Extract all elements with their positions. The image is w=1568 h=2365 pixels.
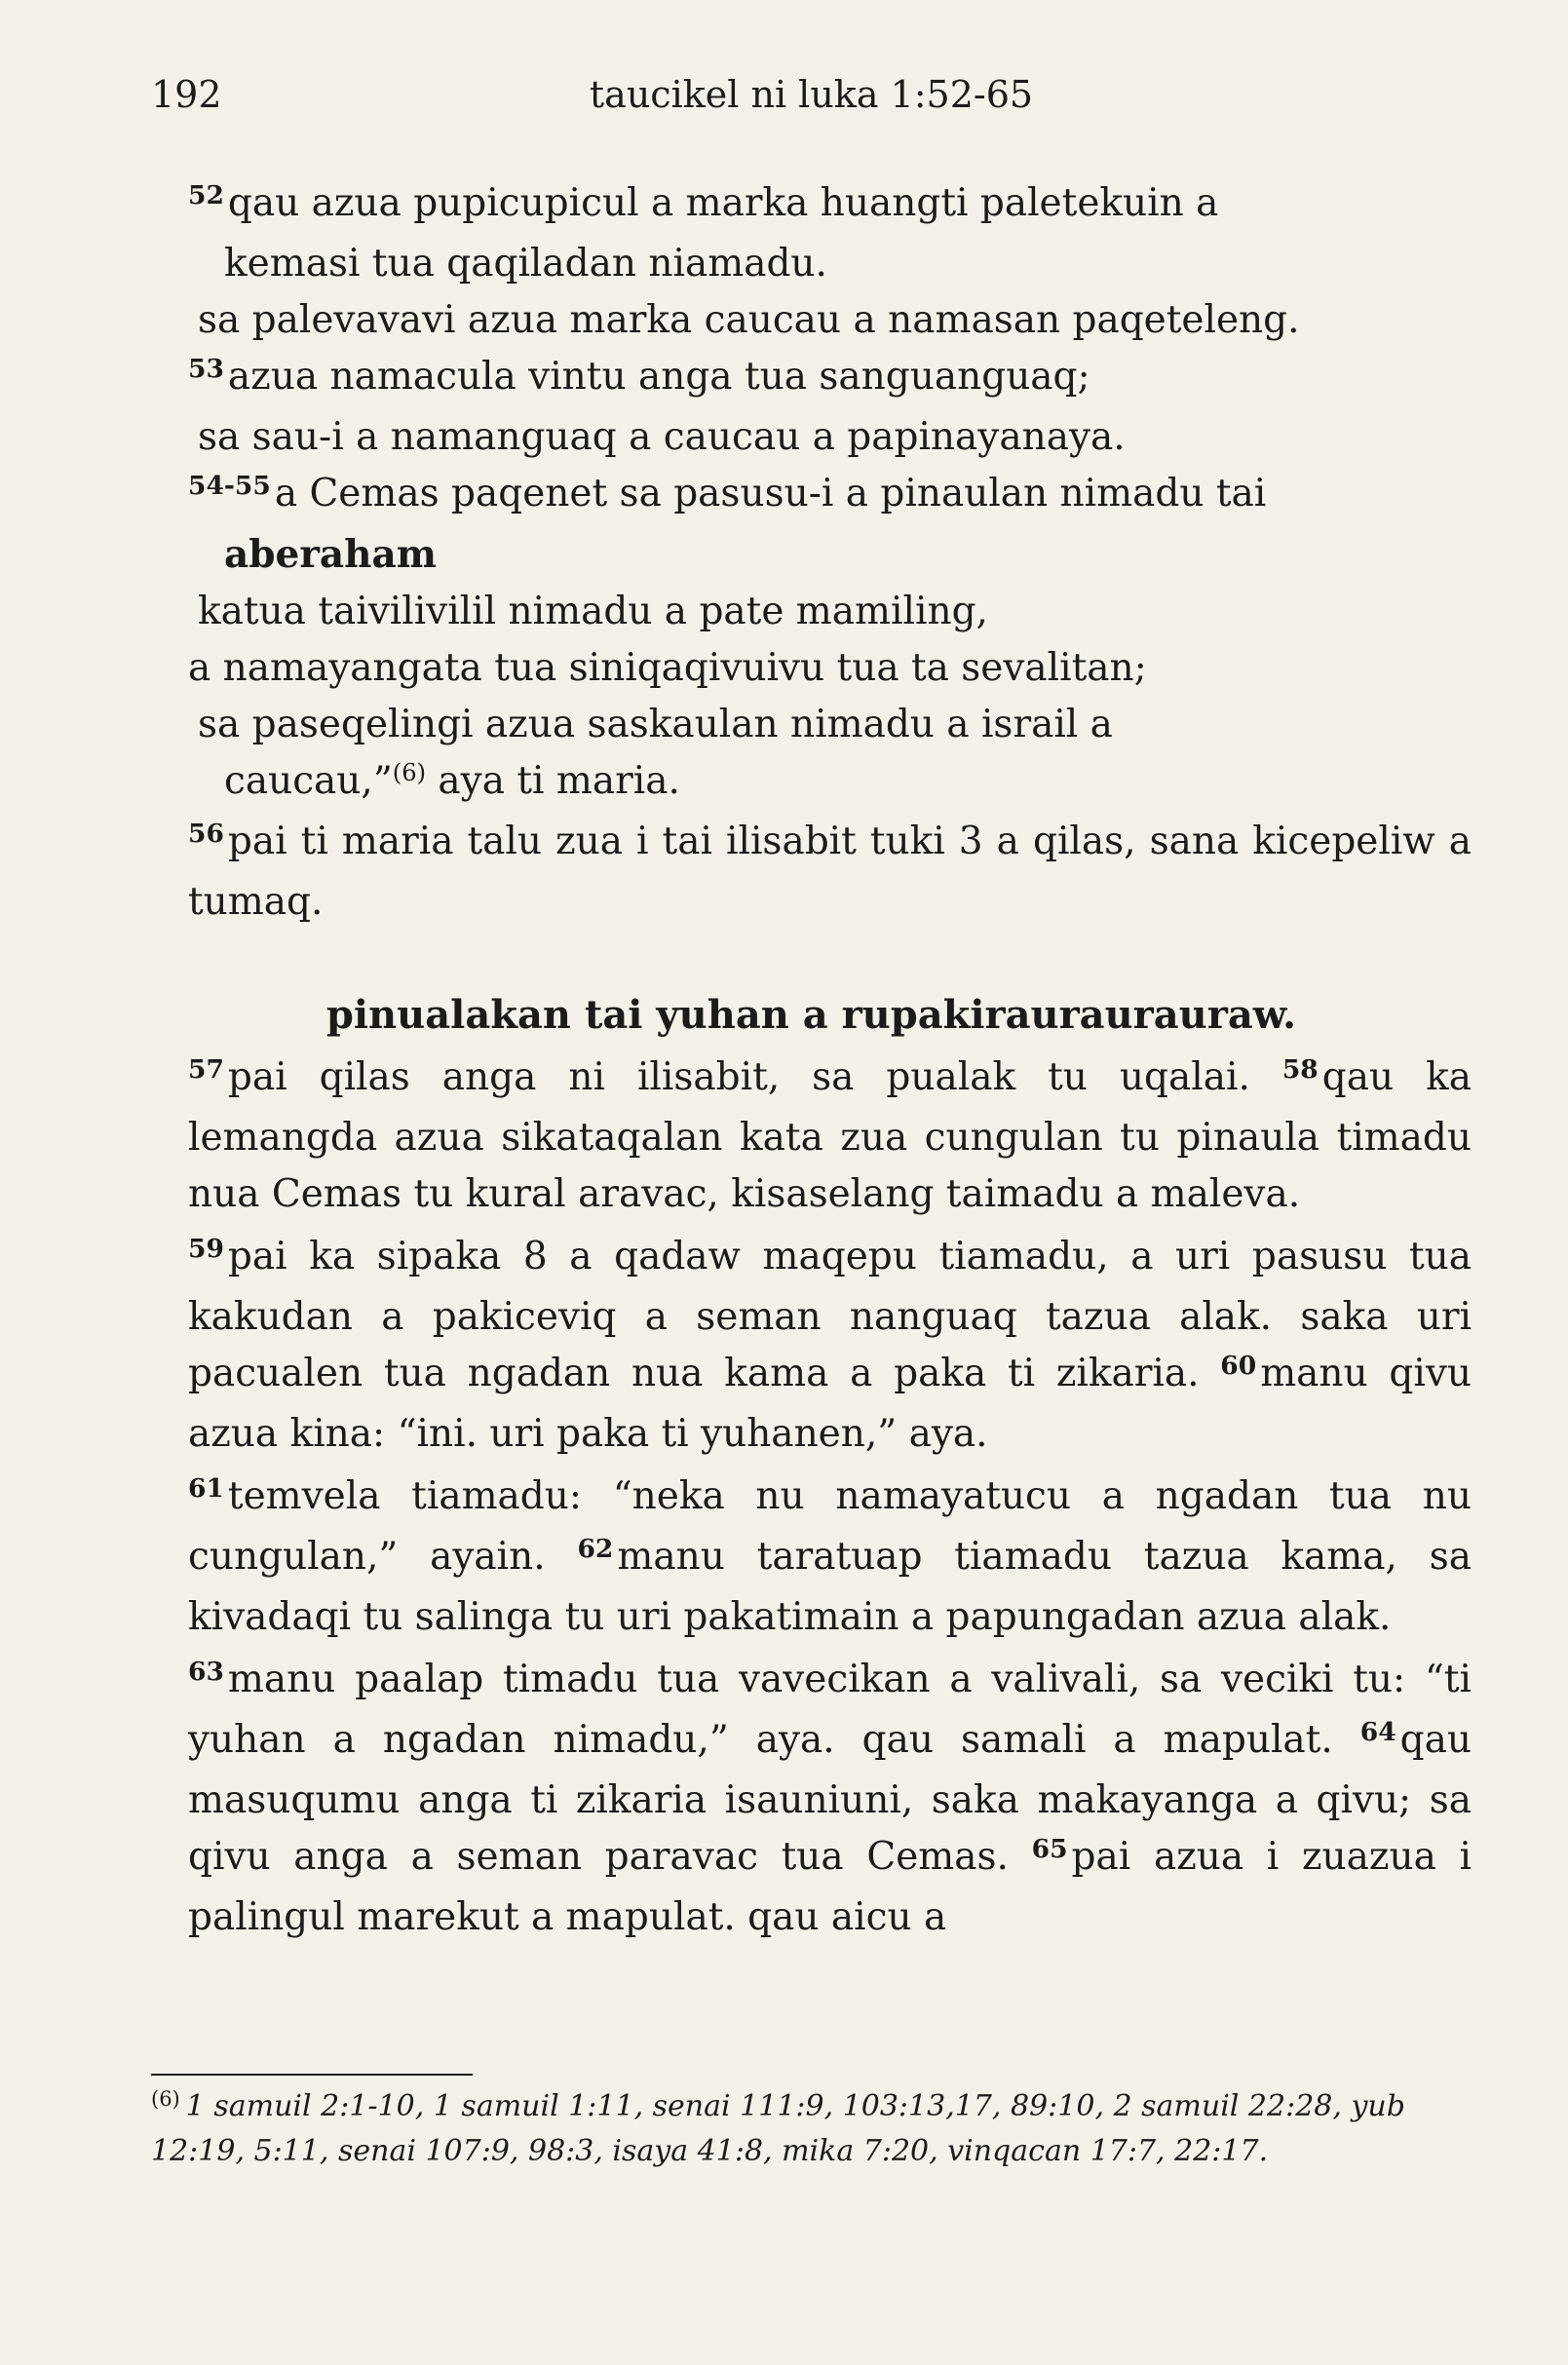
paragraph-text: manu qivu azua kina: “ini. uri paka ti yuhanen,” aya. [188, 1352, 1472, 1456]
paragraph-text: temvela tiamadu: “neka nu namayatucu a ngadan tua nu cungulan,” ayain. [188, 1474, 1472, 1579]
paragraph [151, 1652, 1472, 1946]
verse-number: 52 [188, 180, 224, 211]
poetry-line [151, 697, 1472, 753]
verse-number: 58 [1281, 1054, 1319, 1086]
poetry-line [151, 753, 1472, 814]
verse-number: 57 [188, 1054, 224, 1086]
paragraph-text: pai qilas anga ni ilisabit, sa pualak tu uqalai. [227, 1055, 1282, 1099]
verse-number: 54-55 [188, 471, 271, 502]
verse-number: 62 [577, 1534, 614, 1565]
poetry-line [151, 466, 1472, 526]
verse-number: 65 [1031, 1834, 1068, 1865]
paragraph-text: manu paalap timadu tua vavecikan a valivali, sa veciki tu: “ti yuhan a ngadan nimadu,” aya. qau samali a mapulat. [188, 1658, 1472, 1762]
line-text: a Cemas paqenet sa pasusu-i a pinaulan nimadu tai [274, 472, 1267, 515]
poetry-line [151, 175, 1472, 236]
page-body [151, 175, 1472, 1946]
verse-number: 56 [188, 819, 224, 850]
running-title: taucikel ni luka 1:52-65 [589, 73, 1034, 116]
poetry-line [151, 236, 1472, 292]
line-text: sa paseqelingi azua saskaulan nimadu a israil a [198, 703, 1113, 746]
verse-number: 60 [1220, 1351, 1257, 1382]
line-text: caucau,” [224, 759, 393, 803]
page-number: 192 [151, 73, 222, 116]
paragraph-text: qau masuqumu anga ti zikaria isauniuni, saka makayanga a qivu; sa qivu anga a seman paravac tua Cemas. [188, 1718, 1472, 1879]
verse-number: 53 [188, 354, 224, 385]
section-heading: pinualakan tai yuhan a rupakirauraurauraw. [325, 992, 1297, 1038]
poetry-line [151, 526, 1472, 584]
page-header [151, 73, 1472, 122]
paragraph [151, 1229, 1472, 1463]
line-text: sa sau-i a namanguaq a caucau a papinayanaya. [198, 415, 1126, 459]
poetry-block [151, 175, 1472, 814]
paragraph [151, 814, 1472, 931]
verse-number: 59 [188, 1234, 224, 1265]
verse-number: 64 [1359, 1717, 1396, 1748]
line-text: qau azua pupicupicul a marka huangti paletekuin a [227, 181, 1219, 225]
paragraph-text: pai ti maria talu zua i tai ilisabit tuki 3 a qilas, sana kicepeliw a tumaq. [188, 820, 1472, 924]
footnote-divider [151, 2074, 473, 2076]
paragraph-text: pai ka sipaka 8 a qadaw maqepu tiamadu, a uri pasusu tua kakudan a pakiceviq a seman nanguaq tazua alak. saka uri pacualen tua ngadan nua kama a paka ti zikaria. [188, 1235, 1472, 1395]
verse-number: 61 [188, 1473, 224, 1505]
poetry-line [151, 292, 1472, 349]
footnote-marker: (6) [151, 2086, 180, 2111]
paragraph [151, 1469, 1472, 1646]
poetry-line [151, 640, 1472, 697]
paragraph-text: pai azua i zuazua i palingul marekut a mapulat. qau aicu a [188, 1835, 1472, 1939]
line-text: sa palevavavi azua marka caucau a namasan paqeteleng. [198, 298, 1300, 342]
footnote-reference[interactable]: (6) [392, 758, 427, 786]
line-text: katua taivilivilil nimadu a pate mamiling, [198, 590, 988, 633]
verse-number: 63 [188, 1657, 224, 1688]
poetry-line [151, 584, 1472, 640]
footnote [151, 2085, 1472, 2173]
prose-block [151, 814, 1472, 1946]
line-text: aberaham [224, 532, 438, 577]
line-text: kemasi tua qaqiladan niamadu. [224, 242, 827, 286]
line-text: aya ti maria. [426, 759, 680, 803]
paragraph-text: qau ka lemangda azua sikataqalan kata zua cungulan tu pinaula timadu nua Cemas tu kural aravac, kisaselang taimadu a maleva. [188, 1055, 1472, 1216]
paragraph [151, 1049, 1472, 1223]
paragraph-text: manu taratuap tiamadu tazua kama, sa kivadaqi tu salinga tu uri pakatimain a papungadan azua alak. [188, 1535, 1472, 1639]
poetry-line [151, 409, 1472, 466]
footnote-text: 1 samuil 2:1-10, 1 samuil 1:11, senai 111:9, 103:13,17, 89:10, 2 samuil 22:28, yub 12:19, 5:11, senai 107:9, 98:3, isaya 41:8, mika 7:20, vinqacan 17:7, 22:17. [151, 2089, 1405, 2168]
line-text: azua namacula vintu anga tua sanguanguaq; [227, 355, 1090, 399]
poetry-line [151, 349, 1472, 409]
line-text: a namayangata tua siniqaqivuivu tua ta sevalitan; [188, 646, 1147, 690]
